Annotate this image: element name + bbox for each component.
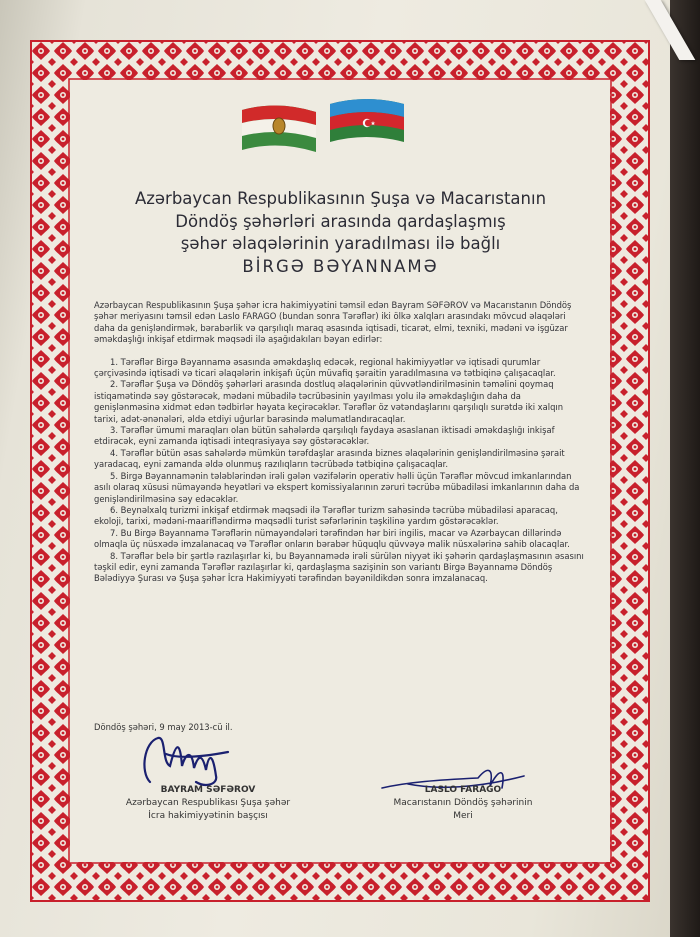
document-content bbox=[88, 92, 593, 852]
intro-paragraph: Azərbaycan Respublikasının Şuşa şəhər icra hakimiyyətini təmsil edən Bayram SƏFƏROV və Macarıstanın Döndöş şəhər meriyasını təmsil edən Laslo FARAGO (bundan sonra Tərəflər) iki ölkə xalqları arasındakı mövcud əlaqələri daha da genişləndirmək, bərabərlik və qarşılıqlı maraq əsasında iqtisadi, ticarət, elmi, texniki, mədəni və işgüzar əməkdaşlığı inkişaf etdirmək məqsədi ilə aşağıdakıları bəyan edirlər: bbox=[94, 300, 572, 345]
title-line-1: Azərbaycan Respublikasının Şuşa və Macarıstanın bbox=[134, 189, 547, 208]
clause-3: 3. Tərəflər ümumi maraqları olan bütün sahələrdə qarşılıqlı faydaya əsaslanan iktisadi əməkdaşlığı inkişaf etdirəcək, eyni zamanda iqtisadi inteqrasiyaya səy göstərəcəklər. bbox=[94, 425, 555, 447]
title-line-3: şəhər əlaqələrinin yaradılması ilə bağlı bbox=[180, 234, 501, 253]
title-line-2: Döndöş şəhərləri arasında qardaşlaşmış bbox=[175, 211, 506, 231]
flags bbox=[238, 96, 468, 156]
folder-edge bbox=[670, 0, 700, 937]
clause-8: 8. Tərəflər belə bir şərtlə razılaşırlar ki, bu Bəyannamədə irəli sürülən niyyət iki şəhərin qardaşlaşmasının əsasını təşkil edir, eyni zamanda Tərəflər razılaşırlar ki, qardaşlaşma sazişinin son variantı Birgə Bəyannamə Döndöş Bələdiyyə Şurası və Şuşa şəhər İcra Hakimiyyəti tərəfindən bəyənildikdən sonra imzalanacaq. bbox=[94, 550, 584, 584]
hungary-flag bbox=[242, 105, 316, 152]
clause-1: 1. Tərəflər Birgə Bəyannamə əsasında əməkdaşlıq edəcək, regional hakimiyyətlər və iqtisadi qurumlar çərçivəsində iqtisadi və ticari əlaqələrin inkişafı üçün müvafiq şəraitin yaradılmasına və tətbiqinə çalışacaqlar. bbox=[94, 356, 556, 379]
clause-5: 5. Birgə Bəyannamənin tələblərindən irəli gələn vəzifələrin operativ həlli üçün Tərəflər mövcud imkanlarından asılı olaraq xüsusi nümayəndə heyətləri və ekspert komissiyalarının zəruri təcrübə mübadiləsi imkanlarının daha da genişləndirilməsinə səy edəcəklər. bbox=[94, 470, 580, 504]
title-line-4: BİRGƏ BƏYANNAMƏ bbox=[242, 256, 439, 276]
azerbaijan-flag bbox=[330, 99, 404, 142]
signatory-role-left-1: Azərbaycan Respublikası Şuşa şəhər bbox=[125, 798, 291, 808]
clause-6: 6. Beynəlxalq turizmi inkişaf etdirmək məqsədi ilə Tərəflər turizm sahəsində təcrübə mübadiləsi aparacaq, ekoloji, tarixi, mədəni-maarifləndirmə məqsədli turist səfərlərinin təşkilinə yardım göstərəcəklər. bbox=[94, 504, 558, 527]
signatory-role-right-1: Macarıstanın Döndöş şəhərinin bbox=[393, 798, 533, 808]
signatory-role-right-2: Meri bbox=[453, 811, 473, 821]
signatory-name-left: BAYRAM SƏFƏROV bbox=[160, 785, 256, 795]
signatory-name-right: LASLO FARAGO bbox=[424, 785, 502, 795]
date-line: Döndöş şəhəri, 9 may 2013-cü il. bbox=[94, 722, 233, 732]
signature-block-right bbox=[363, 784, 563, 823]
clause-7: 7. Bu Birgə Bəyannamə Tərəflərin nümayəndələri tərəfindən hər biri ingilis, macar və Azərbaycan dillərində olmaqla üç nüsxədə imzalanacaq və Tərəflər onların bərabər hüquqlu qüvvəyə malik nüsxələrinə sahib olacaqlar. bbox=[94, 527, 570, 550]
clause-2: 2. Tərəflər Şuşa və Döndöş şəhərləri arasında dostluq əlaqələrinin qüvvətləndirilməsinin təməlini qoymaq istiqamətində səy göstərəcək, mədəni mübadilə təcrübəsinin yayılması yolu ilə əməkdaşlığın daha da genişlənməsinə xidmət edən tədbirlər həyata keçirəcəklər. Tərəflər öz vətəndaşlarını qarşılıqlı surətdə iki xalqın tarixi, adət-ənənələri, əldə etdiyi uğurlar barəsində məlumatlandıracaqlar. bbox=[94, 379, 564, 424]
clause-4: 4. Tərəflər bütün əsas sahələrdə mümkün tərəfdaşlar arasında biznes əlaqələrinin genişləndirilməsinə şərait yaradacaq, eyni zamanda əldə olunmuş razılıqların təcrübədə tətbiqinə çalışacaqlar. bbox=[94, 447, 565, 470]
signature-block-left bbox=[108, 784, 308, 823]
document-title bbox=[88, 188, 593, 278]
signature-scribble-left bbox=[136, 732, 236, 792]
document-body bbox=[94, 300, 586, 585]
signatory-role-left-2: İcra hakimiyyətinin başçısı bbox=[148, 811, 268, 821]
